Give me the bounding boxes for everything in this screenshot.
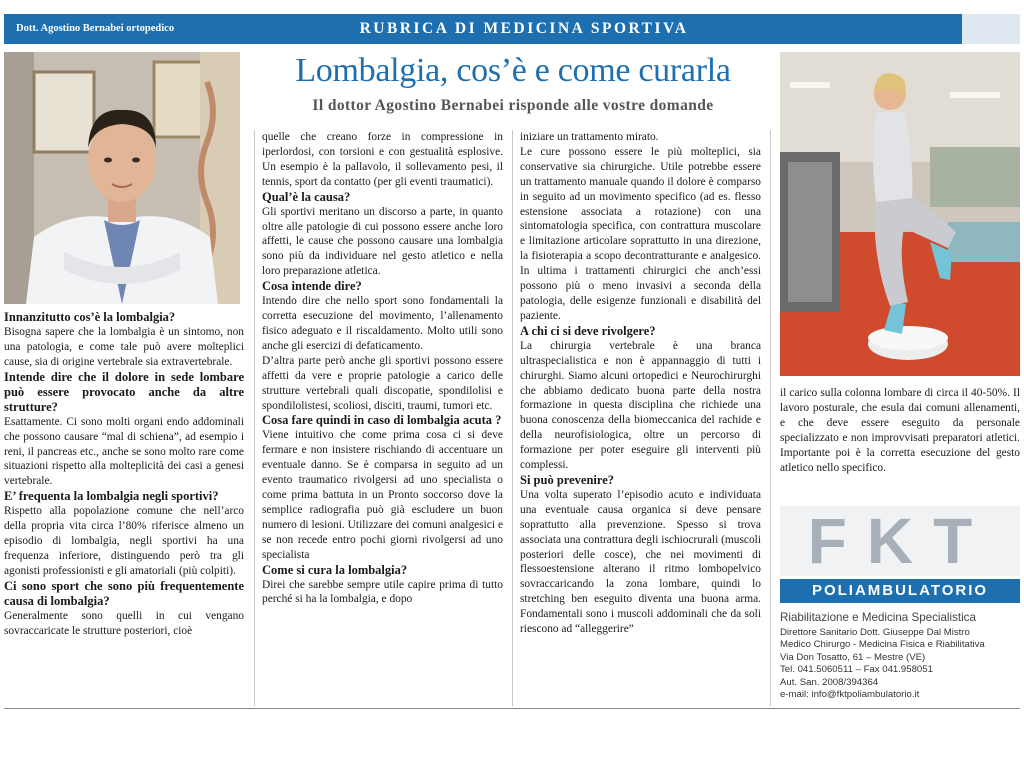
fkt-address: Via Don Tosatto, 61 – Mestre (VE)	[780, 651, 926, 663]
fkt-specialty: Medico Chirurgo - Medicina Fisica e Riabilitativa	[780, 639, 985, 651]
author-label: Dott. Agostino Bernabei ortopedico	[16, 23, 175, 34]
fkt-logo-letters: FKT	[780, 506, 1020, 576]
article-column-3	[520, 130, 761, 706]
question-heading: Qual’è la causa?	[262, 189, 351, 204]
header-bar	[4, 14, 1020, 44]
answer-paragraph: il carico sulla colonna lombare di circa il 40-50%. Il lavoro posturale, che esula dai comuni allenamenti, e che deve essere eseguito da personale specializzato e non improvvisati preparatori atletici. Importante poi è la corretta esecuzione del gesto atletico nello specifico.	[780, 387, 1020, 474]
rehab-photo-graphic	[780, 52, 1020, 376]
column-divider	[512, 130, 513, 706]
answer-paragraph: Generalmente sono quelli in cui vengano sovraccaricate le strutture posteriori, cioè	[4, 609, 244, 637]
article-column-1	[4, 310, 244, 706]
fkt-director: Direttore Sanitario Dott. Giuseppe Dal Mistro	[780, 627, 970, 638]
article-column-2	[262, 130, 503, 706]
answer-paragraph: Le cure possono essere le più molteplici, sia conservative sia chirurgiche. Utile potrebbe essere un trattamento manuale quando il dolore è comparso in seguito ad un movimento specifico (ad es. flesso estensione associata a rotazione) con una sintomatologia specifica, con contrattura muscolare e limitazione articolare soprattutto in una direzione, la fisioterapia a scopo decontratturante e analgesico. In ultima i trattamenti chirurgici che anch’essi possono più o meno invasivi a seconda della patologia, delle esigenze funzionali e disabilità del paziente.	[520, 145, 761, 322]
answer-paragraph: Gli sportivi meritano un discorso a parte, in quanto oltre alle patologie di cui possono essere anche loro affetti, le cause che possono causare una lombalgia sono più da individuare nel gesto atletico e nella loro preparazione atletica.	[262, 205, 503, 278]
article-column-4	[780, 386, 1020, 506]
answer-paragraph: D’altra parte però anche gli sportivi possono essere affetti da vere e proprie patologie a carico delle strutture vertebrali quali discopatie, spondilolisi e spondilolistesi, scoliosi, disciti, traumi, tumori etc.	[262, 354, 503, 412]
answer-paragraph: La chirurgia vertebrale è una branca ultraspecialistica e non è appannaggio di tutti i chirurghi. Siamo alcuni ortopedici e Neurochirurghi che abbiamo dedicato buona parte della nostra formazione in questa disciplina che richiede una buona conoscenza della biomeccanica del rachide e della neurofisiologica, oltre un percorso di formazione per poter eseguire gli interventi più complessi.	[520, 339, 761, 472]
question-heading: E’ frequenta la lombalgia negli sportivi?	[4, 489, 219, 504]
answer-paragraph: Direi che sarebbe sempre utile capire prima di tutto perché si ha la lombalgia, e dopo	[262, 578, 503, 606]
section-title: RUBRICA DI MEDICINA SPORTIVA	[359, 20, 689, 37]
fkt-logo-band: POLIAMBULATORIO	[780, 579, 1020, 603]
doctor-photo-graphic	[4, 52, 240, 304]
answer-paragraph: Bisogna sapere che la lombalgia è un sintomo, non una patologia, e come tale può avere molteplici cause, sia di origine vertebrale sia extravertebrale.	[4, 326, 244, 368]
answer-paragraph: Esattamente. Ci sono molti organi endo addominali che possono causare “mal di schiena”, ad esempio i reni, il pancreas etc., anche se sono molto rare come situazioni rispetto alla molteplicità dei casi a genesi vertebrale.	[4, 415, 244, 488]
column-divider	[254, 130, 255, 706]
question-heading: Ci sono sport che sono più frequentemente causa di lombalgia?	[4, 578, 244, 608]
answer-paragraph: quelle che creano forze in compressione in iperlordosi, con torsioni e con gestualità esplosive. Un esempio è la pallavolo, il sollevamento pesi, il tennis, sport da contatto (per gli eventi traumatici).	[262, 131, 503, 188]
fkt-logo	[780, 506, 1020, 603]
fkt-phone: Tel. 041.5060511 – Fax 041.958051	[780, 664, 933, 676]
answer-paragraph: Viene intuitivo che come prima cosa ci si deve fermare e non insistere rischiando di accentuare un eventuale danno. Se è comparsa in seguito ad un evento traumatico rivolgersi ad uno specialista o come prima battuta in un Pronto soccorso dove la semplice radiografia può già escludere un buon numero di lesioni. Utilizzare dei comuni analgesici e se non recede entro pochi giorni rivolgersi ad uno specialista	[262, 429, 503, 561]
rehab-photo	[780, 52, 1020, 376]
question-heading: Si può prevenire?	[520, 472, 614, 487]
article-subtitle: Il dottor Agostino Bernabei risponde alle vostre domande	[312, 97, 714, 114]
question-heading: Come si cura la lombalgia?	[262, 562, 408, 577]
fkt-email: e-mail: info@fktpoliambulatorio.it	[780, 689, 920, 701]
column-divider	[770, 130, 771, 706]
fkt-tagline: Riabilitazione e Medicina Specialistica	[780, 611, 976, 624]
bottom-rule	[4, 708, 1020, 709]
answer-paragraph: iniziare un trattamento mirato.	[520, 131, 659, 143]
fkt-authorization: Aut. San. 2008/394364	[780, 676, 879, 688]
header-notch	[962, 14, 1020, 44]
question-heading: Cosa intende dire?	[262, 279, 362, 294]
question-heading: A chi ci si deve rivolgere?	[520, 323, 656, 338]
question-heading: Cosa fare quindi in caso di lombalgia acuta ?	[262, 413, 502, 428]
fkt-contact-info	[780, 610, 1024, 701]
question-heading: Intende dire che il dolore in sede lombare può essere provocato anche da altre strutture?	[4, 369, 244, 414]
answer-paragraph: Intendo dire che nello sport sono fondamentali la corretta esecuzione del movimento, l’allenamento fisico adeguato e il riscaldamento. Molto utili sono anche gli esercizi di defaticamento.	[262, 295, 503, 352]
answer-paragraph: Una volta superato l’episodio acuto e individuata una eventuale causa organica si deve pensare soprattutto alla prevenzione. Spesso si trova associata una contrattura degli ischiocrurali (muscoli posteriori delle cosce), che nei movimenti di flessoestensione alterano il ritmo lombopelvico sovraccaricando la zona lombare, quindi lo stretching ben eseguito diventa una buona arma. Fondamentali sono i muscoli addominali che da soli riescono ad “alleggerire”	[520, 488, 761, 636]
doctor-photo	[4, 52, 240, 304]
article-title: Lombalgia, cos’è e come curarla	[295, 52, 731, 89]
question-heading: Innanzitutto cos’è la lombalgia?	[4, 310, 176, 324]
answer-paragraph: Rispetto alla popolazione comune che nell’arco della propria vita circa l’80% riferisce almeno un episodio di lombalgia, negli sportivi ha una frequenza inferiore, distinguendo però tra gli agonisti professionisti e gli amatoriali (più colpiti).	[4, 505, 244, 577]
